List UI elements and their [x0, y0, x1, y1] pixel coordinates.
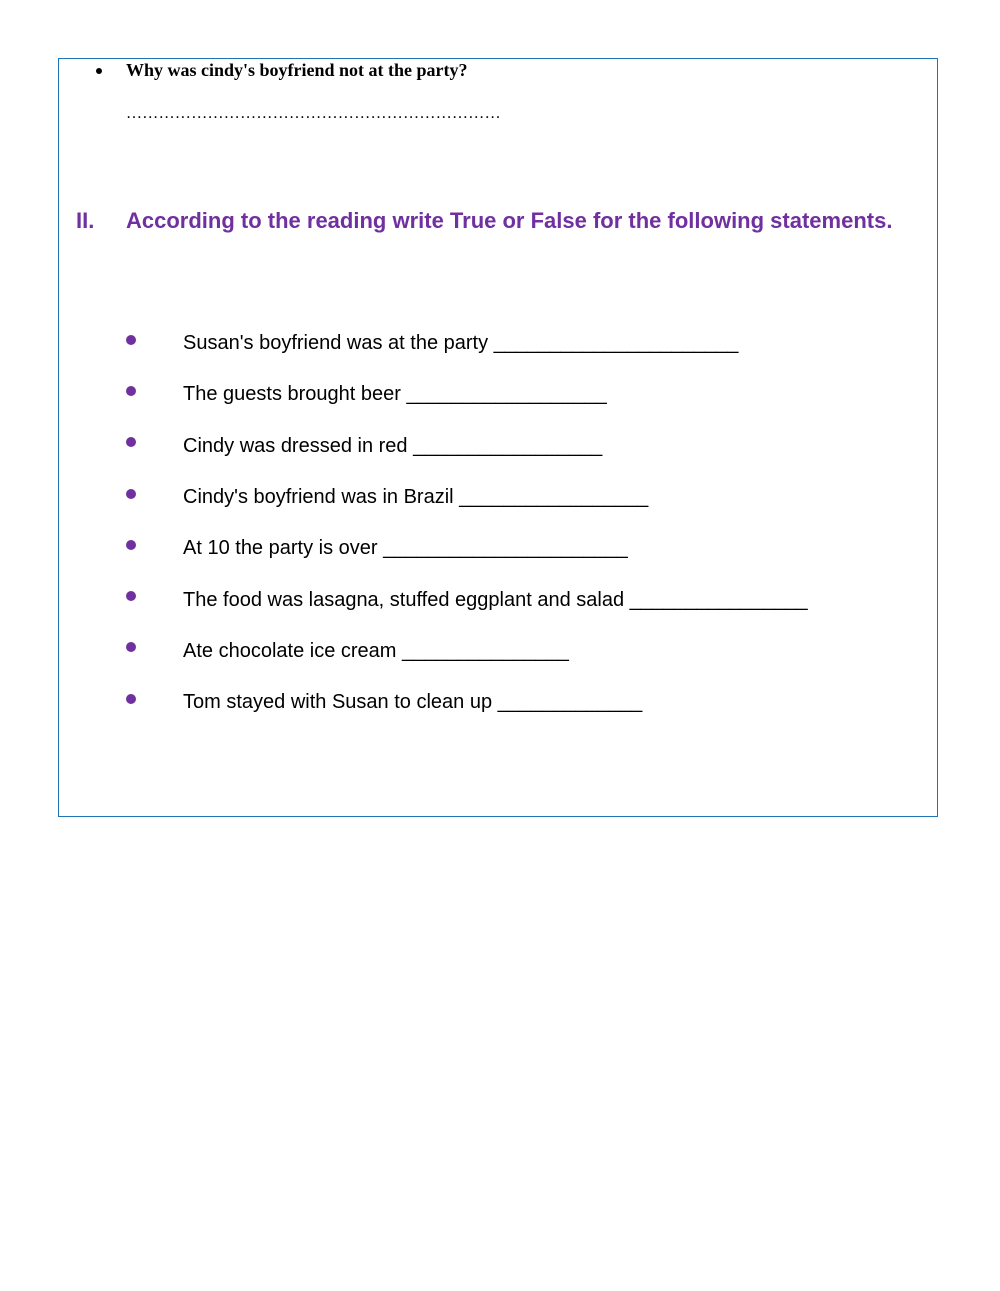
bullet-icon	[126, 489, 136, 499]
statement-text[interactable]: At 10 the party is over ______________________	[183, 537, 628, 560]
statement-item	[126, 574, 808, 625]
bullet-icon	[126, 335, 136, 345]
statement-item	[126, 421, 808, 472]
section-title: According to the reading write True or False for the following statements.	[126, 208, 893, 233]
statement-item	[126, 472, 808, 523]
bullet-icon	[126, 591, 136, 601]
statement-text[interactable]: Ate chocolate ice cream _______________	[183, 639, 569, 662]
bullet-icon	[126, 694, 136, 704]
statement-text[interactable]: Susan's boyfriend was at the party ______________________	[183, 332, 739, 355]
bullet-icon	[126, 642, 136, 652]
statement-item	[126, 523, 808, 574]
statement-text[interactable]: Tom stayed with Susan to clean up _____________	[183, 691, 643, 714]
statement-list	[126, 318, 808, 728]
statement-item	[126, 677, 808, 728]
statement-item	[126, 626, 808, 677]
answer-line[interactable]: ……………………………………………………………	[126, 105, 501, 122]
section-heading	[76, 208, 892, 234]
bullet-icon	[126, 437, 136, 447]
statement-text[interactable]: Cindy's boyfriend was in Brazil _________________	[183, 486, 649, 509]
section-number: II.	[76, 208, 95, 233]
question-item	[96, 60, 468, 81]
question-text: Why was cindy's boyfriend not at the party?	[126, 60, 468, 80]
statement-item	[126, 369, 808, 420]
statement-text[interactable]: Cindy was dressed in red _________________	[183, 434, 603, 457]
bullet-icon	[96, 68, 102, 74]
statement-text[interactable]: The guests brought beer __________________	[183, 383, 607, 406]
statement-item	[126, 318, 808, 369]
bullet-icon	[126, 386, 136, 396]
statement-text[interactable]: The food was lasagna, stuffed eggplant and salad ________________	[183, 588, 808, 611]
bullet-icon	[126, 540, 136, 550]
